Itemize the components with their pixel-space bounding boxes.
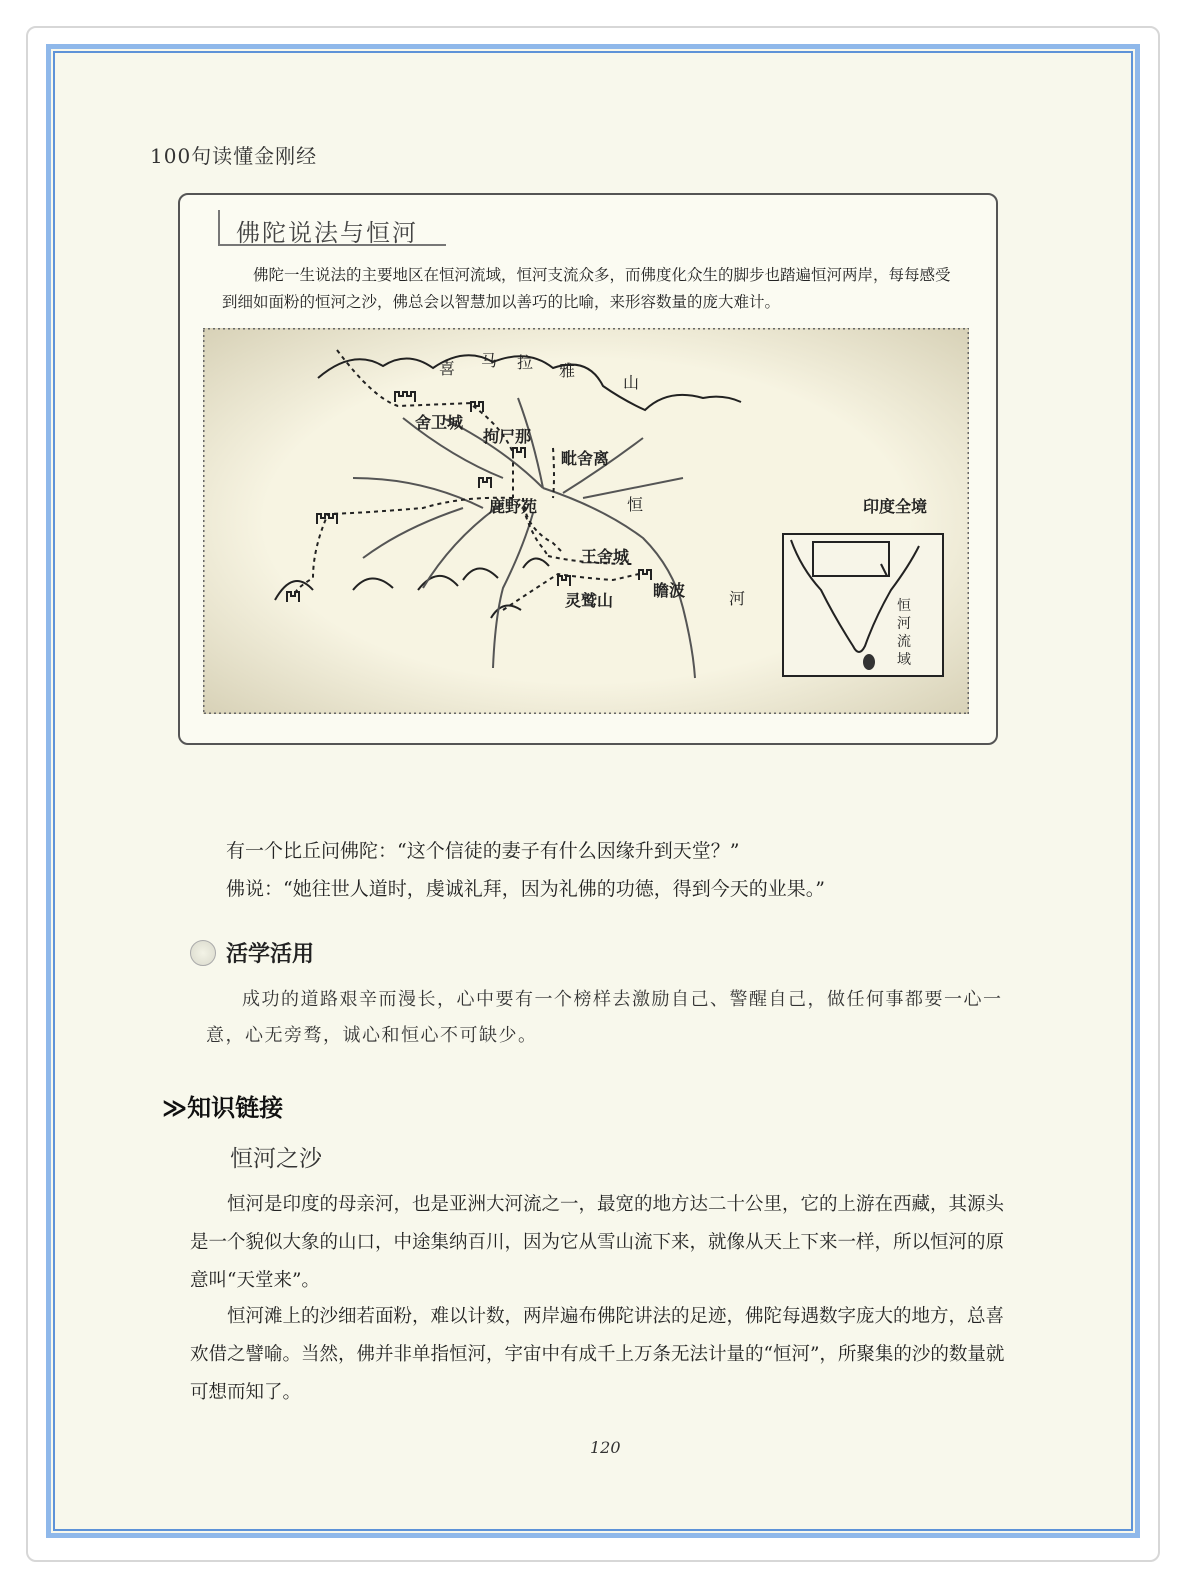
mountain-label-2: 马 xyxy=(481,351,498,370)
knowledge-paragraph-1: 恒河是印度的母亲河，也是亚洲大河流之一，最宽的地方达二十公里，它的上游在西藏，其源头是一个貌似大象的山口，中途集纳百川，因为它从雪山流下来，就像从天上下来一样，所以恒河的原意叫“天堂来”。 xyxy=(190,1194,1005,1291)
mountain-label-4: 雅 xyxy=(559,361,576,380)
section-bullet-icon xyxy=(190,940,216,966)
figure-title: 佛陀说法与恒河 xyxy=(236,219,418,247)
page-number: 120 xyxy=(590,1438,621,1457)
figure-caption: 佛陀一生说法的主要地区在恒河流域，恒河支流众多，而佛度化众生的脚步也踏遍恒河两岸，每每感受到细如面粉的恒河之沙，佛总会以智慧加以善巧的比喻，来形容数量的庞大难计。 xyxy=(222,266,951,311)
knowledge-subtitle: 恒河之沙 xyxy=(230,1146,322,1172)
place-shewei: 舍卫城 xyxy=(415,413,464,432)
dialogue-answer: 佛说：“她往世人道时，虔诚礼拜，因为礼佛的功德，得到今天的业果。” xyxy=(226,878,825,900)
place-lingjiu: 灵鹫山 xyxy=(565,591,614,610)
mountain-label-5: 山 xyxy=(623,373,640,392)
running-header: 100句读懂金刚经 xyxy=(150,144,318,168)
inset-label-4: 域 xyxy=(897,652,911,668)
mountain-label-3: 拉 xyxy=(517,353,534,372)
inset-label-2: 河 xyxy=(897,616,911,632)
knowledge-link-heading: ≫知识链接 xyxy=(162,1094,284,1122)
place-zhanbo: 瞻波 xyxy=(653,581,686,600)
ganges-map xyxy=(203,328,969,714)
inset-frame xyxy=(783,534,943,676)
apply-section-title: 活学活用 xyxy=(226,941,315,967)
place-luyeyuan: 鹿野苑 xyxy=(489,497,538,516)
inset-label-3: 流 xyxy=(897,634,911,650)
knowledge-paragraph-2: 恒河滩上的沙细若面粉，难以计数，两岸遍布佛陀讲法的足迹，佛陀每遇数字庞大的地方，总喜欢借之譬喻。当然，佛并非单指恒河，宇宙中有成千上万条无法计量的“恒河”，所聚集的沙的数量就可想而知了。 xyxy=(190,1306,1005,1403)
place-wangshe: 王舍城 xyxy=(581,547,630,566)
mountain-label-1: 喜 xyxy=(439,359,456,378)
inset-title: 印度全境 xyxy=(863,497,928,516)
inset-label-1: 恒 xyxy=(897,598,911,614)
place-pisheli: 毗舍离 xyxy=(561,449,610,468)
river-label-he: 河 xyxy=(729,589,746,608)
dialogue-question: 有一个比丘问佛陀：“这个信徒的妻子有什么因缘升到天堂？” xyxy=(226,840,740,862)
apply-section-text: 成功的道路艰辛而漫长，心中要有一个榜样去激励自己、警醒自己，做任何事都要一心一意，心无旁骛，诚心和恒心不可缺少。 xyxy=(206,989,1003,1046)
place-jushina: 拘尸那 xyxy=(483,427,532,446)
river-label-heng: 恒 xyxy=(627,495,644,514)
